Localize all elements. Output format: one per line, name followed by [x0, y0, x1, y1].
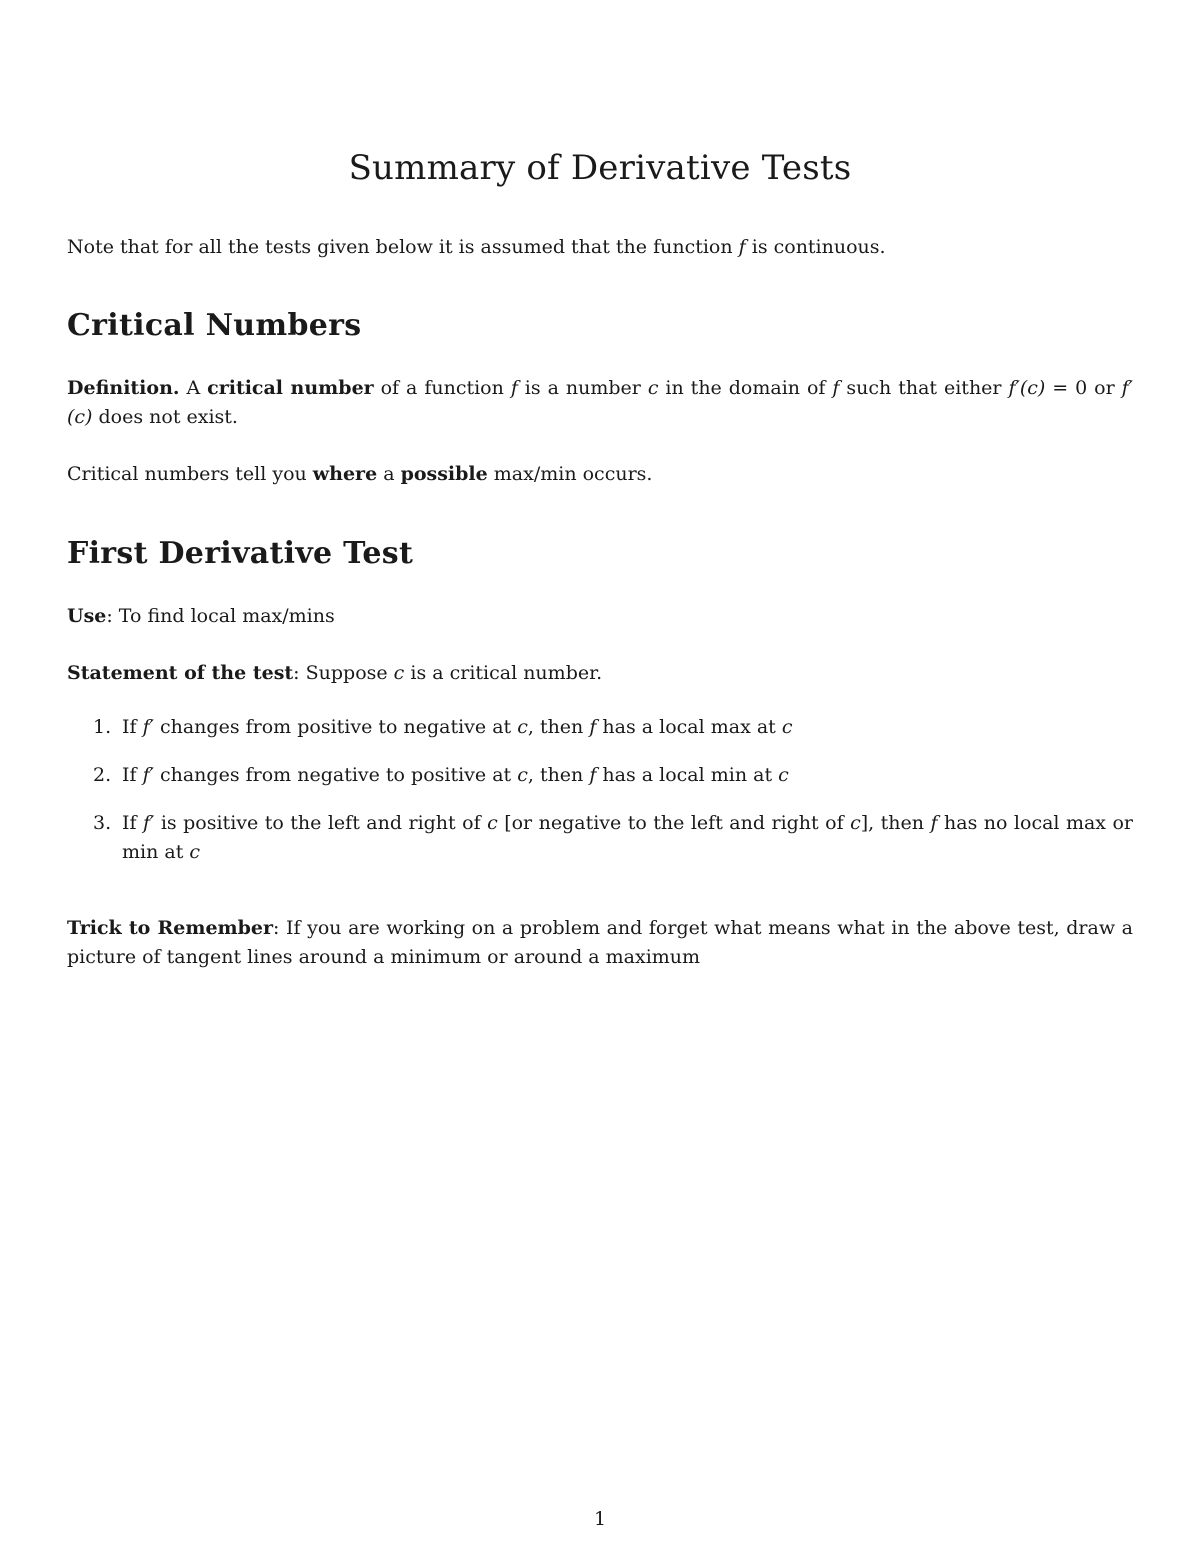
trick-label: Trick to Remember: [67, 917, 274, 939]
note-text: Note that for all the tests given below it is assumed that the function: [67, 236, 739, 258]
math-c: c: [781, 716, 793, 738]
definition-text: such that either: [839, 377, 1009, 399]
definition-text: of a function: [373, 377, 511, 399]
math-f-prime: f′: [142, 716, 154, 738]
list-number: 2.: [93, 764, 112, 786]
critical-numbers-note: [67, 460, 1133, 489]
item-text: [or negative to the left and right of: [497, 812, 851, 834]
item-text: is positive to the left and right of: [154, 812, 488, 834]
note-text-end: is continuous.: [745, 236, 886, 258]
math-f: f: [589, 716, 597, 738]
definition-text: is a number: [517, 377, 648, 399]
math-f: f: [738, 236, 746, 258]
math-c: c: [778, 764, 789, 786]
definition-text: = 0 or: [1045, 377, 1122, 399]
item-text: changes from negative to positive at: [153, 764, 518, 786]
math-c: c: [393, 662, 405, 684]
math-f-prime: f′: [143, 812, 155, 834]
math-f-prime-c: f′(c): [1008, 377, 1046, 399]
math-c: c: [517, 716, 528, 738]
statement-label: Statement of the test: [67, 662, 294, 684]
list-item: [67, 809, 1133, 867]
page-number: 1: [593, 1508, 607, 1530]
note-paragraph: [67, 233, 1133, 262]
emphasis-where: where: [312, 463, 378, 485]
note-text: max/min occurs.: [487, 463, 653, 485]
math-c: c: [487, 812, 498, 834]
math-f: f: [589, 764, 597, 786]
trick-text: : If you are working on a problem and forget what means what in the above test, draw a picture of tangent lines around a minimum or around a maximum: [67, 917, 1133, 968]
item-text: has a local max at: [596, 716, 782, 738]
definition-text: A: [179, 377, 208, 399]
statement-paragraph: [67, 659, 1133, 688]
item-text: If: [122, 764, 143, 786]
statement-text: : Suppose: [293, 662, 394, 684]
note-text: Critical numbers tell you: [67, 463, 313, 485]
item-text: changes from positive to negative at: [153, 716, 518, 738]
emphasis-possible: possible: [400, 463, 488, 485]
list-item: [67, 713, 1133, 742]
list-number: 3.: [93, 812, 112, 834]
use-paragraph: [67, 602, 1133, 631]
math-c: c: [517, 764, 528, 786]
math-f-prime-c: f′(c): [67, 377, 1133, 428]
item-text: has a local min at: [596, 764, 779, 786]
math-f: f: [832, 377, 840, 399]
list-number: 1.: [93, 716, 112, 738]
definition-text: does not exist.: [92, 406, 238, 428]
item-text: If: [122, 812, 144, 834]
page-title: Summary of Derivative Tests: [348, 148, 852, 188]
math-f: f: [930, 812, 938, 834]
math-c: c: [189, 841, 201, 863]
document-page: [67, 0, 1133, 1553]
note-text: a: [377, 463, 401, 485]
math-c: c: [850, 812, 861, 834]
item-text: has no local max or min at: [122, 812, 1134, 863]
math-f-prime: f′: [142, 764, 154, 786]
section-heading-critical-numbers: Critical Numbers: [67, 308, 362, 343]
section-heading-first-derivative-test: First Derivative Test: [67, 536, 414, 571]
math-f: f: [510, 377, 518, 399]
definition-paragraph: [67, 374, 1133, 432]
test-conditions-list: [67, 713, 1133, 886]
item-text: , then: [527, 764, 590, 786]
definition-text: in the domain of: [658, 377, 833, 399]
math-c: c: [647, 377, 659, 399]
list-item: [67, 761, 1133, 790]
use-text: : To find local max/mins: [106, 605, 335, 627]
definition-term: critical number: [207, 377, 374, 399]
item-text: , then: [527, 716, 590, 738]
trick-paragraph: [67, 914, 1133, 972]
item-text: If: [122, 716, 143, 738]
statement-text: is a critical number.: [404, 662, 603, 684]
definition-label: Definition.: [67, 377, 180, 399]
item-text: ], then: [860, 812, 931, 834]
use-label: Use: [67, 605, 107, 627]
